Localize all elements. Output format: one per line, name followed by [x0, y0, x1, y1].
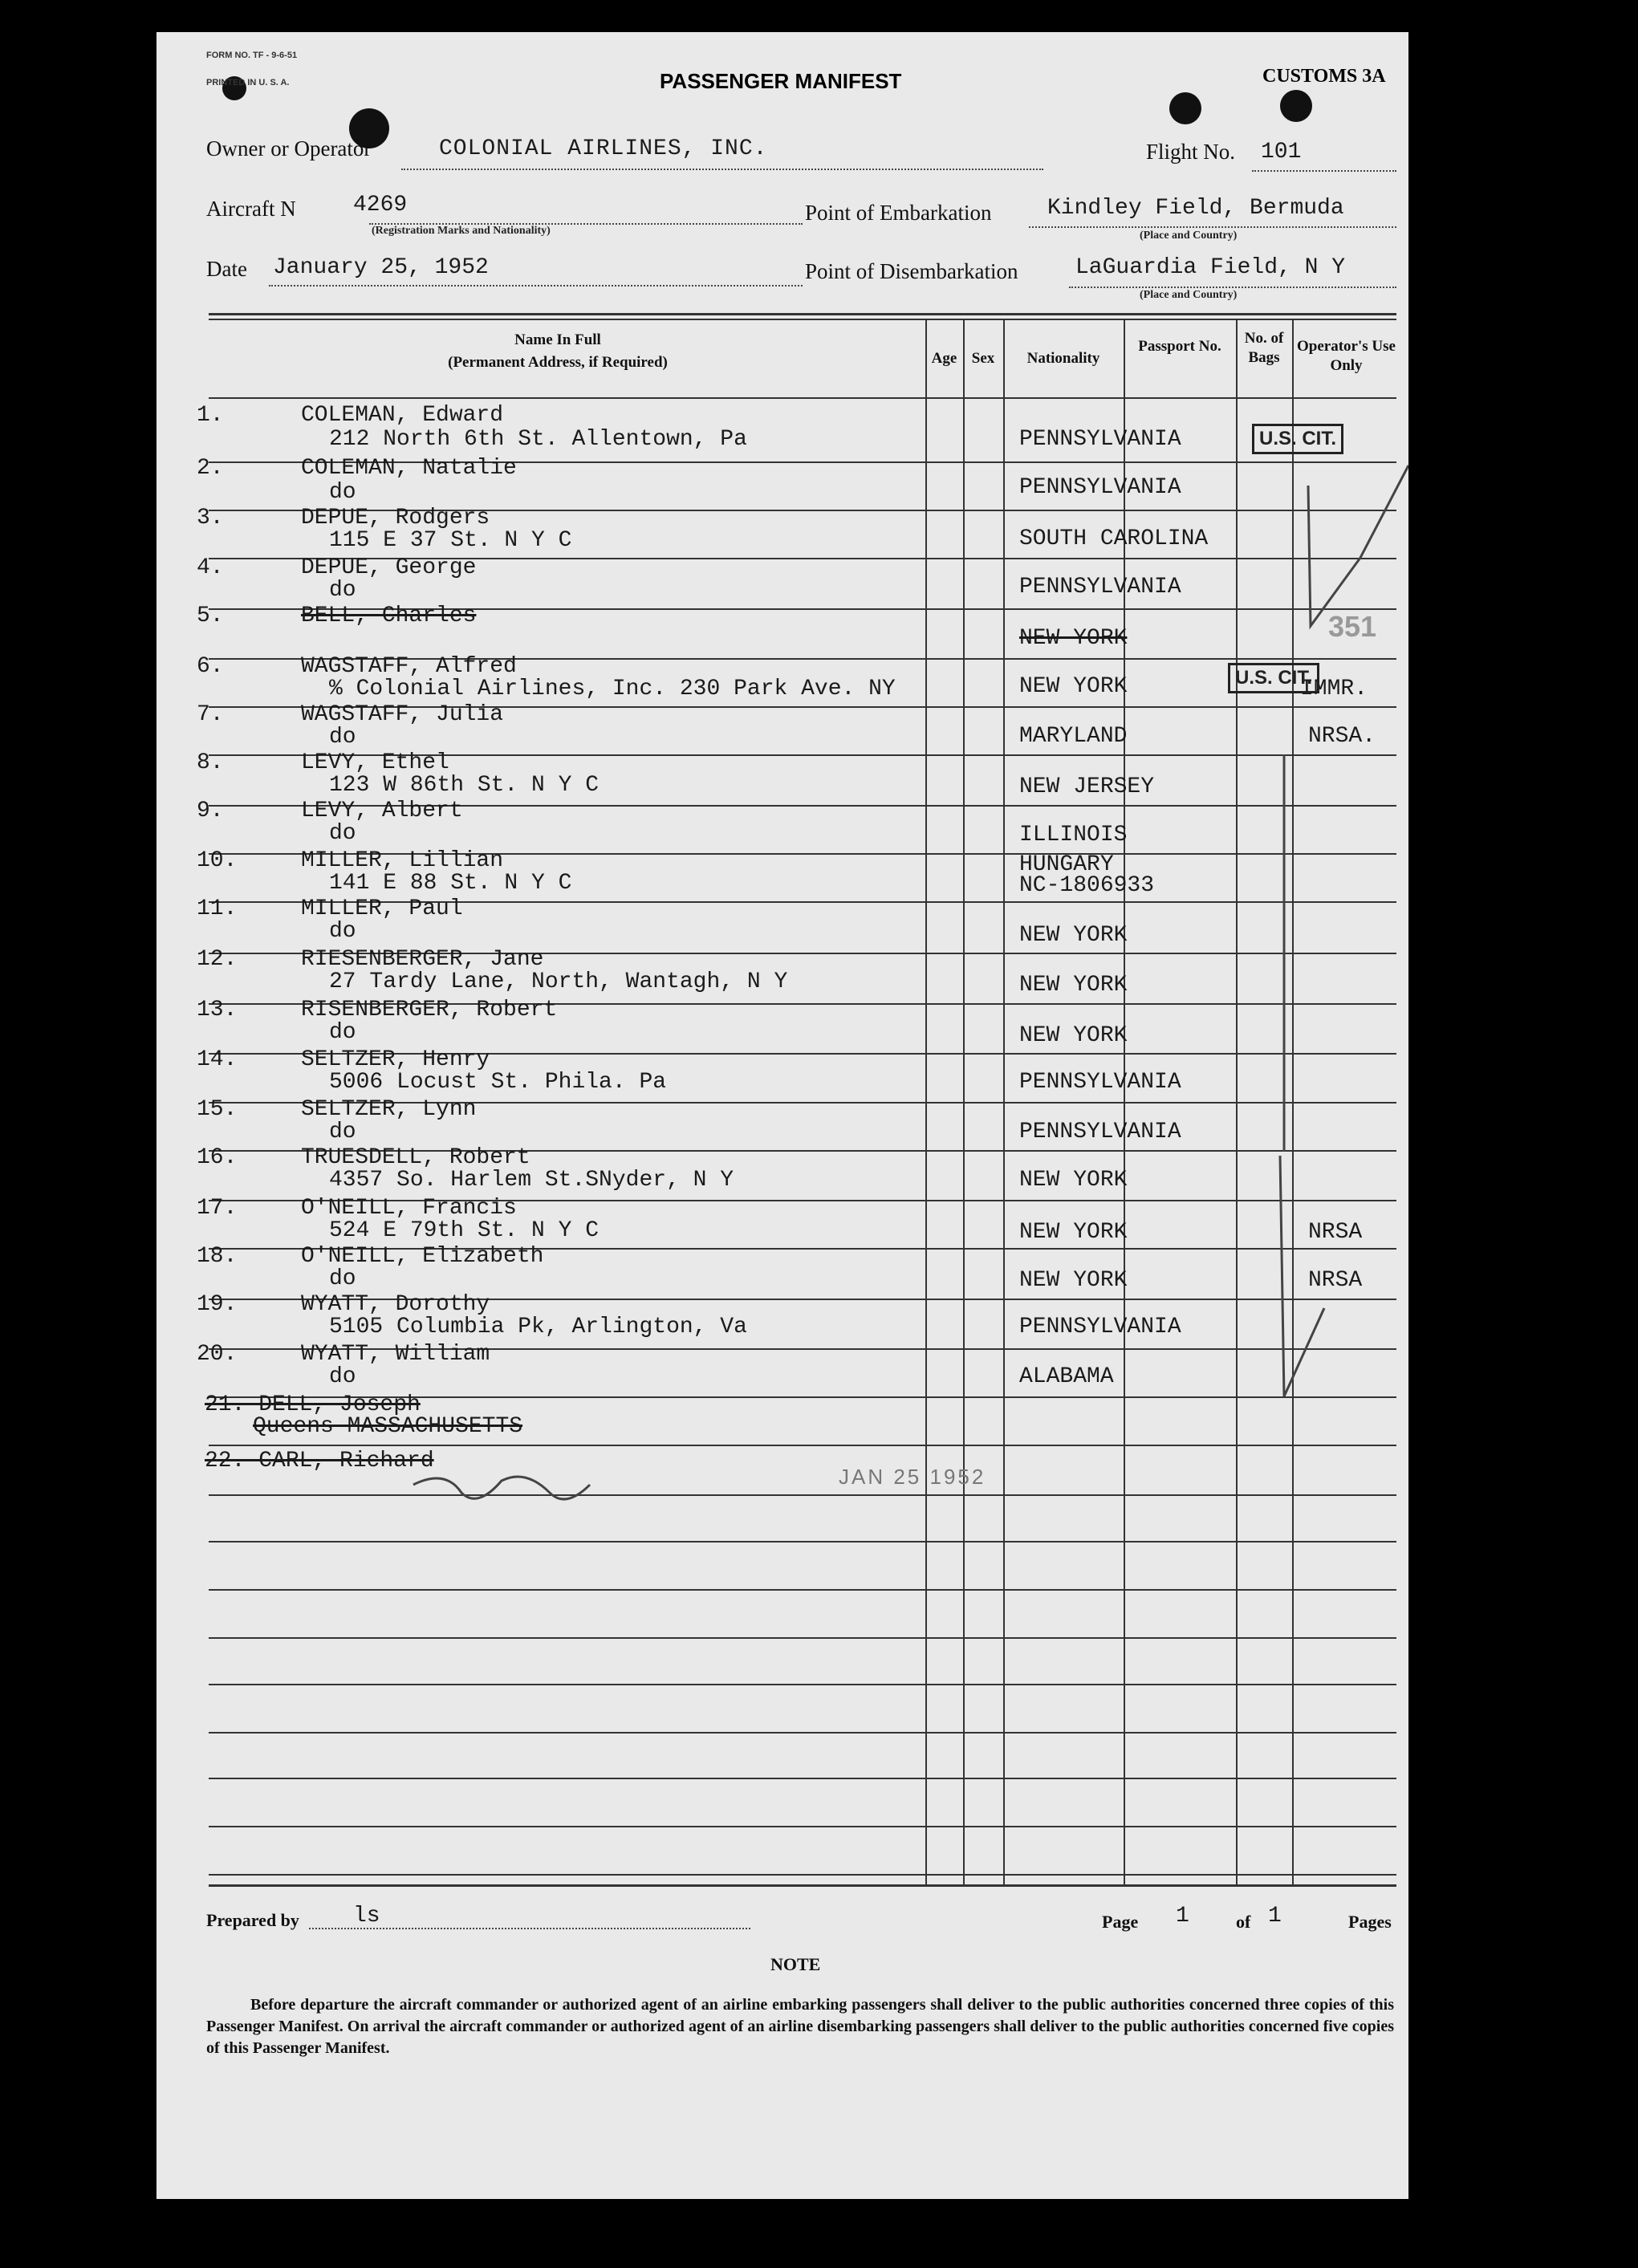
- row-num: 3.: [197, 506, 224, 530]
- date-label: Date: [206, 257, 247, 281]
- passenger-name: TRUESDELL, Robert: [301, 1145, 530, 1170]
- passenger-nationality: NEW YORK: [1019, 674, 1128, 699]
- date-value: January 25, 1952: [273, 255, 489, 280]
- passenger-name: O'NEILL, Elizabeth: [301, 1244, 544, 1269]
- passenger-nationality: SOUTH CAROLINA: [1019, 526, 1209, 551]
- disembarkation-label: Point of Disembarkation: [805, 259, 1018, 283]
- row-num: 14.: [197, 1047, 238, 1072]
- passenger-nationality: NEW YORK: [1019, 973, 1128, 998]
- passenger-nationality: NEW YORK: [1019, 923, 1128, 948]
- registration-caption: (Registration Marks and Nationality): [372, 225, 551, 237]
- printed-in: PRINTED IN U. S. A.: [206, 78, 290, 87]
- passenger-nationality: PENNSYLVANIA: [1019, 427, 1181, 452]
- operator-note: NRSA: [1308, 1220, 1363, 1245]
- row-num: 5.: [197, 604, 224, 628]
- row-num: 20.: [197, 1342, 238, 1367]
- owner-value: COLONIAL AIRLINES, INC.: [439, 136, 768, 161]
- us-citizen-stamp: U.S. CIT.: [1252, 424, 1343, 454]
- passenger-name: SELTZER, Lynn: [301, 1097, 477, 1122]
- aircraft-label: Aircraft N: [206, 197, 296, 221]
- passenger-address: 5006 Locust St. Phila. Pa: [329, 1070, 667, 1095]
- passenger-address: do: [329, 1120, 356, 1144]
- note-body: Before departure the aircraft commander or authorized agent of an airline embarking passengers shall deliver to the public authorities concerned three copies of this Passenger Manifest. On arrival the aircraft commander or authorized agent of an airline disembarking passengers shall deliver to the public authorities concerned five copies of this Passenger Manifest.: [206, 1996, 1394, 2057]
- passenger-nationality: NEW YORK: [1019, 1268, 1128, 1293]
- passenger-name: RIESENBERGER, Jane: [301, 947, 544, 972]
- of-label: of: [1236, 1912, 1251, 1932]
- passenger-nationality: NEW YORK: [1019, 1168, 1128, 1193]
- passenger-address: do: [329, 1364, 356, 1389]
- flight-label: Flight No.: [1146, 140, 1236, 164]
- struck-entry-21-line2: Queens MASSACHUSETTS: [253, 1414, 523, 1439]
- form-title: PASSENGER MANIFEST: [660, 69, 902, 93]
- passenger-name: LEVY, Ethel: [301, 750, 449, 775]
- passenger-nationality: HUNGARY: [1019, 852, 1114, 877]
- us-citizen-stamp-2: U.S. CIT.: [1228, 663, 1319, 693]
- row-num: 16.: [197, 1145, 238, 1170]
- passenger-address: do: [329, 821, 356, 846]
- manifest-sheet: [156, 32, 1408, 2199]
- note-heading: NOTE: [770, 1954, 821, 1974]
- passenger-nationality: PENNSYLVANIA: [1019, 1070, 1181, 1095]
- owner-label: Owner or Operator: [206, 136, 372, 161]
- passenger-address: 524 E 79th St. N Y C: [329, 1218, 600, 1243]
- row-num: 12.: [197, 947, 238, 972]
- passenger-address: 4357 So. Harlem St.SNyder, N Y: [329, 1168, 734, 1193]
- place-caption: (Place and Country): [1140, 230, 1238, 242]
- flight-value: 101: [1261, 140, 1302, 165]
- passenger-name: WYATT, Dorothy: [301, 1292, 490, 1317]
- passenger-name: MILLER, Lillian: [301, 848, 504, 873]
- passenger-address: 212 North 6th St. Allentown, Pa: [329, 427, 747, 452]
- row-num: 11.: [197, 896, 238, 921]
- passenger-address: % Colonial Airlines, Inc. 230 Park Ave. NY: [329, 677, 896, 701]
- embarkation-value: Kindley Field, Bermuda: [1047, 196, 1344, 221]
- row-num: 2.: [197, 456, 224, 481]
- date-stamp: JAN 25 1952: [839, 1465, 986, 1489]
- col-sex: Sex: [971, 350, 995, 367]
- passenger-address: 27 Tardy Lane, North, Wantagh, N Y: [329, 969, 788, 994]
- checkmark-large: [1308, 465, 1408, 626]
- passenger-name: COLEMAN, Natalie: [301, 456, 517, 481]
- row-num: 1.: [197, 403, 224, 428]
- prepared-label: Prepared by: [206, 1910, 299, 1930]
- passenger-address: do: [329, 919, 356, 944]
- row-num: 9.: [197, 799, 224, 823]
- passenger-name: O'NEILL, Francis: [301, 1196, 517, 1221]
- embarkation-label: Point of Embarkation: [805, 201, 992, 225]
- struck-entry-22: 22. CARL, Richard: [205, 1449, 434, 1473]
- passenger-nationality: ILLINOIS: [1019, 823, 1128, 847]
- passenger-nationality: NEW JERSEY: [1019, 774, 1155, 799]
- passenger-name: BELL, Charles: [301, 604, 477, 628]
- passenger-nationality: MARYLAND: [1019, 724, 1128, 749]
- col-nationality: Nationality: [1026, 350, 1100, 367]
- operator-note: NRSA.: [1308, 724, 1376, 749]
- passenger-nationality: ALABAMA: [1019, 1364, 1114, 1389]
- passenger-name: SELTZER, Henry: [301, 1047, 490, 1072]
- row-num: 18.: [197, 1244, 238, 1269]
- prepared-value: ls: [353, 1904, 380, 1929]
- page-label: Page: [1102, 1912, 1139, 1932]
- passenger-name: DEPUE, Rodgers: [301, 506, 490, 530]
- operator-note: NRSA: [1308, 1268, 1363, 1293]
- passenger-address: do: [329, 1266, 356, 1291]
- col-bags: No. of Bags: [1244, 330, 1284, 366]
- page-value: 1: [1176, 1904, 1189, 1929]
- struck-entry-21: 21. DELL, Joseph: [205, 1392, 421, 1417]
- passenger-name: WYATT, William: [301, 1342, 490, 1367]
- row-num: 17.: [197, 1196, 238, 1221]
- row-num: 7.: [197, 702, 224, 727]
- passenger-nationality: NEW YORK: [1019, 1023, 1128, 1048]
- passenger-nationality: PENNSYLVANIA: [1019, 575, 1181, 600]
- row-num: 13.: [197, 998, 238, 1022]
- row-num: 4.: [197, 555, 224, 580]
- col-age: Age: [931, 350, 957, 367]
- customs-code: CUSTOMS 3A: [1262, 66, 1386, 87]
- signature-mark: [413, 1477, 590, 1499]
- passenger-nationality: NEW YORK: [1019, 1220, 1128, 1245]
- place-caption-2: (Place and Country): [1140, 289, 1238, 301]
- passenger-nationality: NEW YORK: [1019, 626, 1128, 651]
- passenger-address: 5105 Columbia Pk, Arlington, Va: [329, 1315, 747, 1339]
- passenger-passport: NC-1806933: [1019, 873, 1155, 898]
- passenger-nationality: PENNSYLVANIA: [1019, 1315, 1181, 1339]
- disembarkation-value: LaGuardia Field, N Y: [1075, 255, 1346, 280]
- row-num: 19.: [197, 1292, 238, 1317]
- col-operator: Operator's Use Only: [1297, 338, 1396, 374]
- passenger-nationality: PENNSYLVANIA: [1019, 475, 1181, 500]
- passenger-address: 115 E 37 St. N Y C: [329, 528, 572, 553]
- passenger-address: do: [329, 1020, 356, 1045]
- col-name-sub: (Permanent Address, if Required): [448, 354, 668, 371]
- aircraft-value: 4269: [353, 193, 408, 217]
- pages-total: 1: [1268, 1904, 1282, 1929]
- row-num: 8.: [197, 750, 224, 775]
- passenger-name: DEPUE, George: [301, 555, 477, 580]
- passenger-address: 123 W 86th St. N Y C: [329, 773, 600, 798]
- pen-marks: [156, 32, 1408, 1878]
- pages-label: Pages: [1348, 1912, 1392, 1932]
- col-passport: Passport No.: [1138, 338, 1221, 355]
- row-num: 10.: [197, 848, 238, 873]
- passenger-name: COLEMAN, Edward: [301, 403, 504, 428]
- passenger-name: WAGSTAFF, Alfred: [301, 654, 517, 679]
- row-num: 6.: [197, 654, 224, 679]
- operator-note: IMMR.: [1300, 677, 1368, 701]
- passenger-name: MILLER, Paul: [301, 896, 463, 921]
- col-name: Name In Full: [514, 331, 601, 348]
- passenger-name: LEVY, Albert: [301, 799, 463, 823]
- form-number: FORM NO. TF - 9-6-51: [206, 51, 298, 60]
- passenger-address: do: [329, 725, 356, 750]
- passenger-address: 141 E 88 St. N Y C: [329, 871, 572, 896]
- passenger-address: do: [329, 578, 356, 603]
- passenger-nationality: PENNSYLVANIA: [1019, 1120, 1181, 1144]
- passenger-address: do: [329, 480, 356, 505]
- passenger-name: RISENBERGER, Robert: [301, 998, 558, 1022]
- passenger-name: WAGSTAFF, Julia: [301, 702, 504, 727]
- pencil-count: 351: [1328, 610, 1377, 643]
- row-num: 15.: [197, 1097, 238, 1122]
- checkmark-lower: [1280, 1156, 1324, 1396]
